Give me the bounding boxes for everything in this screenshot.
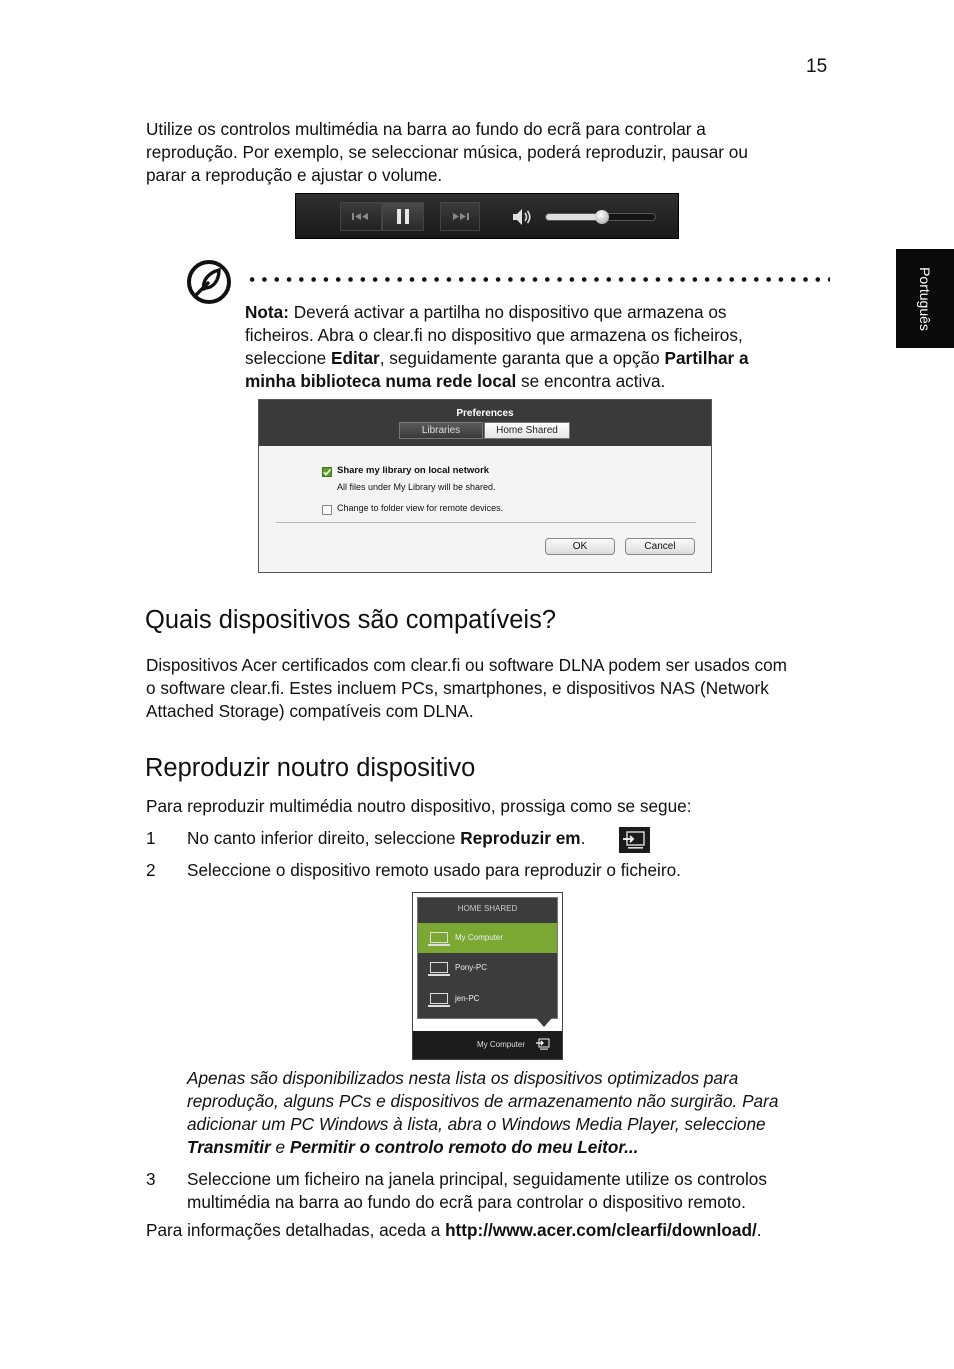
footer-text: . <box>756 1220 762 1240</box>
play-to-icon[interactable] <box>619 827 650 853</box>
note-text: ficheiros. Abra o clear.fi no dispositivo que armazena os ficheiros, <box>245 325 743 345</box>
italic-note-line: adicionar um PC Windows à lista, abra o Windows Media Player, seleccione <box>187 1114 766 1134</box>
intro-line: parar a reprodução e ajustar o volume. <box>146 165 443 185</box>
laptop-icon <box>430 962 448 973</box>
footer-text: Para informações detalhadas, aceda a <box>146 1220 446 1240</box>
device-list-panel <box>417 897 558 1019</box>
next-button[interactable] <box>440 202 480 231</box>
laptop-icon <box>430 932 448 943</box>
note-bold: Editar <box>331 348 380 368</box>
device-list-header: HOME SHARED <box>457 904 518 913</box>
download-link[interactable]: http://www.acer.com/clearfi/download/ <box>445 1220 757 1240</box>
note-text: seleccione <box>245 348 331 368</box>
italic-note-line: reprodução, alguns PCs e dispositivos de armazenamento não surgirão. Para <box>187 1091 779 1111</box>
share-option-hint: All files under My Library will be shared. <box>337 482 496 492</box>
volume-icon[interactable] <box>510 206 534 228</box>
compatible-paragraph <box>146 654 787 723</box>
step-3-text <box>187 1168 767 1214</box>
folder-view-checkbox[interactable] <box>322 505 332 515</box>
dialog-title: Preferences <box>456 408 514 419</box>
tab-libraries[interactable]: Libraries <box>399 422 483 439</box>
step-text: No canto inferior direito, seleccione <box>187 828 461 848</box>
section-heading-play-to: Reproduzir noutro dispositivo <box>145 754 476 782</box>
step-number: 2 <box>146 860 156 880</box>
laptop-icon <box>430 993 448 1004</box>
note-text: se encontra activa. <box>516 371 666 391</box>
step-number: 1 <box>146 828 156 848</box>
step-bold: Reproduzir em <box>460 828 581 848</box>
play-to-icon-glyph <box>619 827 650 853</box>
intro-line: reprodução. Por exemplo, se seleccionar música, poderá reproduzir, pausar ou <box>146 142 748 162</box>
italic-note-bold: Permitir o controlo remoto do meu Leitor... <box>289 1137 639 1157</box>
preferences-dialog <box>258 399 712 573</box>
dialog-header <box>259 400 711 446</box>
compatible-line: Attached Storage) compatíveis com DLNA. <box>146 701 474 721</box>
check-icon <box>322 467 332 477</box>
italic-note-bold: Transmitir <box>187 1137 271 1157</box>
previous-button[interactable] <box>340 202 382 231</box>
step-2-text: Seleccione o dispositivo remoto usado para reproduzir o ficheiro. <box>187 860 681 880</box>
volume-slider[interactable] <box>545 213 656 221</box>
volume-fill <box>546 214 602 220</box>
compatible-line: o software clear.fi. Estes incluem PCs, smartphones, e dispositivos NAS (Network <box>146 678 769 698</box>
italic-note-line: Apenas são disponibilizados nesta lista os dispositivos optimizados para <box>187 1068 739 1088</box>
device-label: My Computer <box>455 933 504 942</box>
note-divider <box>246 277 830 282</box>
dialog-body <box>259 446 711 572</box>
device-item-pony-pc[interactable] <box>418 953 557 983</box>
note-bold: minha biblioteca numa rede local <box>245 371 517 391</box>
note-label: Nota: <box>245 302 289 322</box>
italic-note-line: e <box>270 1137 290 1157</box>
device-list-footer <box>413 1031 562 1059</box>
popup-pointer <box>536 1018 552 1027</box>
play-to-intro: Para reproduzir multimédia noutro dispositivo, prossiga como se segue: <box>146 796 692 816</box>
step-text: . <box>580 828 586 848</box>
ok-button[interactable]: OK <box>545 538 615 555</box>
note-text: Deverá activar a partilha no dispositivo que armazena os <box>288 302 727 322</box>
note-text: , seguidamente garanta que a opção <box>379 348 665 368</box>
device-label: jen-PC <box>455 994 480 1003</box>
device-item-jen-pc[interactable] <box>418 984 557 1014</box>
note-bold: Partilhar a <box>664 348 749 368</box>
previous-icon <box>349 203 373 230</box>
pause-button[interactable] <box>382 202 424 231</box>
device-item-my-computer[interactable] <box>418 923 557 953</box>
step-3-line: multimédia na barra ao fundo do ecrã para controlar o dispositivo remoto. <box>187 1192 746 1212</box>
play-to-icon[interactable] <box>535 1037 551 1051</box>
step-3-line: Seleccione um ficheiro na janela principal, seguidamente utilize os controlos <box>187 1169 767 1189</box>
folder-view-label: Change to folder view for remote devices. <box>337 503 504 513</box>
share-checkbox[interactable] <box>322 467 332 477</box>
language-tab <box>896 249 954 348</box>
pause-icon <box>391 203 415 230</box>
italic-note <box>187 1067 778 1159</box>
dialog-divider <box>276 522 696 523</box>
next-icon <box>448 203 472 230</box>
device-list-screenshot <box>412 892 563 1060</box>
cancel-button[interactable]: Cancel <box>625 538 695 555</box>
share-option-label: Share my library on local network <box>337 465 490 476</box>
compatible-line: Dispositivos Acer certificados com clear.fi ou software DLNA podem ser usados com <box>146 655 787 675</box>
page-number: 15 <box>806 56 828 77</box>
footer-paragraph <box>146 1219 762 1242</box>
volume-knob[interactable] <box>595 210 609 224</box>
section-heading-compatible: Quais dispositivos são compatíveis? <box>145 606 557 634</box>
language-tab-label: Português <box>917 266 933 331</box>
step-1-text <box>187 827 585 850</box>
intro-line: Utilize os controlos multimédia na barra ao fundo do ecrã para controlar a <box>146 119 706 139</box>
step-number: 3 <box>146 1169 156 1189</box>
device-label: Pony-PC <box>455 963 488 972</box>
note-icon <box>186 259 232 305</box>
media-control-bar <box>295 193 679 239</box>
current-device-label: My Computer <box>477 1040 526 1049</box>
note-paragraph <box>245 301 749 393</box>
intro-paragraph <box>146 118 748 187</box>
tab-home-shared[interactable]: Home Shared <box>484 422 570 439</box>
